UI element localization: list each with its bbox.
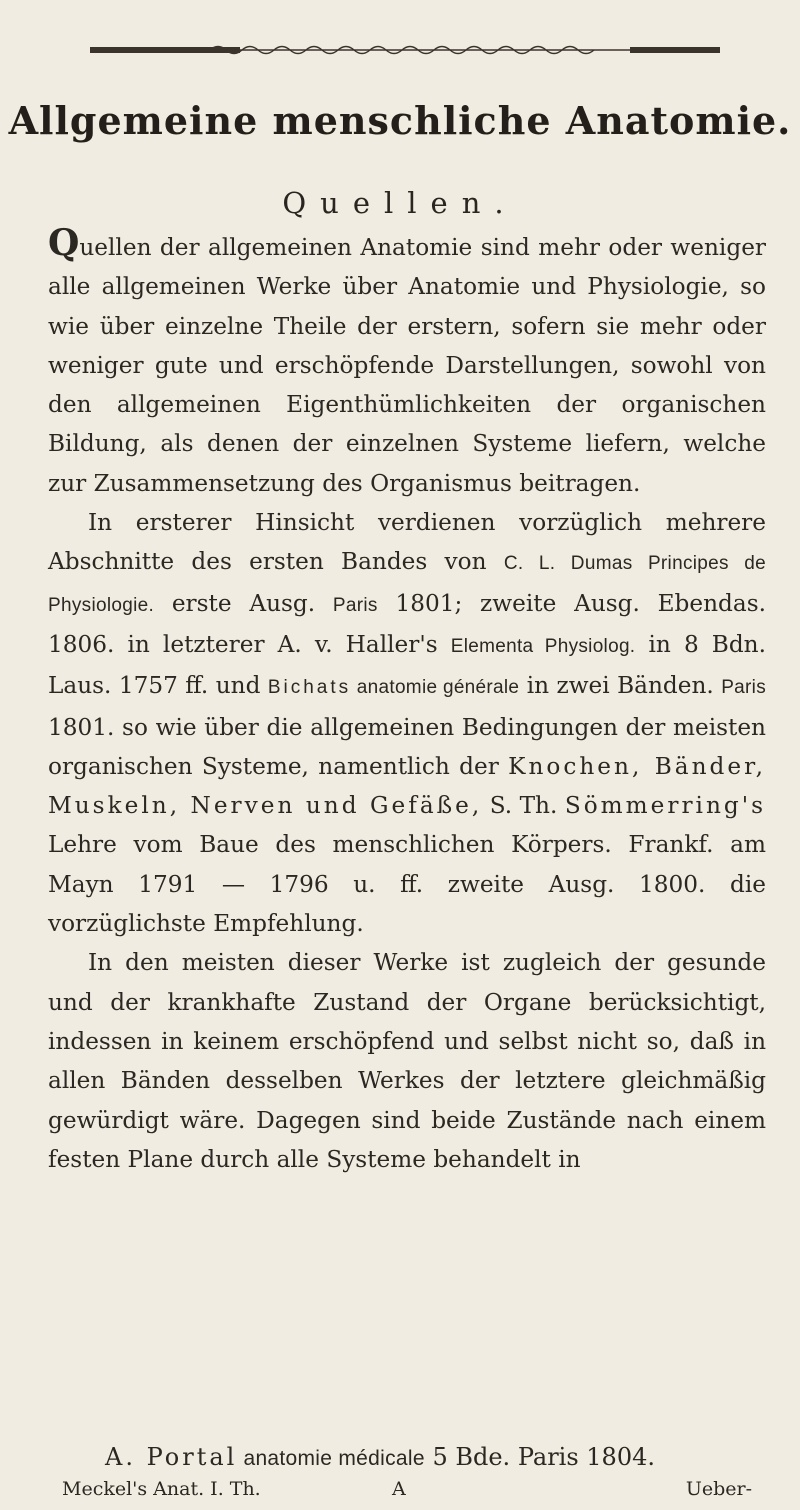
paragraph-2-text: 1801; zweite Ausg. Ebendas. 1806. in letzterer A. v. Haller's bbox=[48, 589, 766, 658]
citation-portal-title: anatomie médicale bbox=[237, 1447, 425, 1470]
paragraph-2-text: in 8 Bdn. Laus. 1757 ff. und bbox=[48, 630, 766, 700]
initial-letter: Q bbox=[48, 222, 80, 264]
citation-dumas: C. L. Dumas Principes de Physiologie. bbox=[48, 553, 767, 616]
page-title: Allgemeine menschliche Anatomie. bbox=[8, 98, 792, 143]
section-heading: Quellen. bbox=[282, 186, 518, 220]
paragraph-2-text: In ersterer Hinsicht verdienen vorzüglich mehrere Abschnitte des ersten Bandes von bbox=[48, 509, 766, 576]
paragraph-2-text: S. Th. bbox=[482, 792, 565, 820]
decorative-rule bbox=[90, 42, 720, 58]
signature-line: Meckel's Anat. I. Th. bbox=[62, 1478, 261, 1500]
citation-portal-author: A. Portal bbox=[105, 1443, 238, 1471]
body-text bbox=[48, 222, 767, 1179]
paragraph-2-text: in zwei Bänden. bbox=[519, 672, 722, 700]
citation-bichat-title: anatomie générale bbox=[351, 677, 520, 699]
paragraph-1-text: uellen der allgemeinen Anatomie sind mehr oder weniger alle allgemeinen Werke über Anatomie und Physiologie, so wie über einzelne Theile der erstern, sofern sie mehr oder weniger gute und erschöpfende Darstellungen, sowohl von den allgemeinen Eigenthümlichkeiten der organischen Bildung, als denen der einzelnen Systeme liefern, welche zur Zusammensetzung des Organismus beitragen. bbox=[48, 234, 766, 497]
paragraph-2-text: Lehre vom Baue des menschlichen Körpers. Frankf. am Mayn 1791 — 1796 u. ff. zweite Ausg. 1800. die vorzüglichste Empfehlung. bbox=[48, 831, 766, 938]
signature-mark: A bbox=[392, 1478, 406, 1500]
portal-citation bbox=[105, 1443, 655, 1471]
catchword: Ueber- bbox=[685, 1478, 752, 1500]
citation-bichat-author: Bichats bbox=[267, 677, 352, 699]
spaced-emphasis: Knochen, Bänder, Muskeln, Nerven und Gefäße, bbox=[48, 752, 766, 820]
paragraph-3: In den meisten dieser Werke ist zugleich der gesunde und der krankhafte Zustand der Organe berücksichtigt, indessen in keinem erschöpfend und selbst nicht so, daß in allen Bänden desselben Werkes der letztere gleichmäßig gewürdigt wäre. Dagegen sind beide Zustände nach einem festen Plane durch alle Systeme behandelt in bbox=[48, 949, 766, 1173]
citation-haller: Elementa Physiolog. bbox=[450, 635, 636, 657]
citation-portal-details: 5 Bde. Paris 1804. bbox=[424, 1443, 655, 1471]
paragraph-2 bbox=[48, 503, 766, 943]
paragraph-1 bbox=[48, 222, 766, 503]
paragraph-2-text: 1801. so wie über die allgemeinen Bedingungen der meisten organischen Systeme, namentlich der bbox=[48, 713, 766, 780]
citation-place: Paris bbox=[332, 594, 378, 616]
citation-place: Paris bbox=[721, 677, 766, 699]
paragraph-2-text: erste Ausg. bbox=[154, 589, 333, 617]
spaced-emphasis-author: Sömmerring's bbox=[564, 792, 766, 820]
